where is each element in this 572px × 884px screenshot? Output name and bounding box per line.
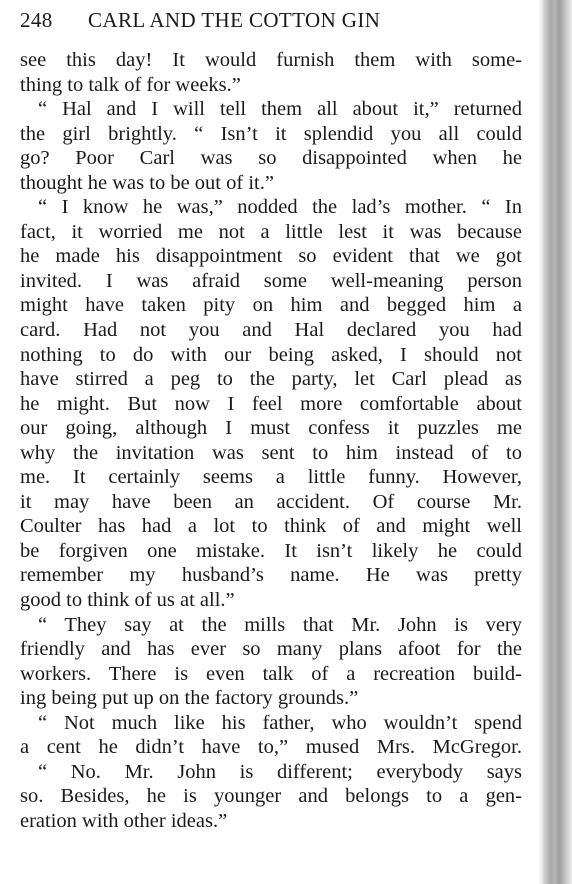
page-number: 248 [20, 8, 53, 32]
text-line: he made his disappointment so evident that we got [20, 245, 522, 268]
text-line: our going, although I must confess it puzzles me [20, 417, 522, 440]
text-line: thought he was to be out of it.” [20, 171, 274, 194]
text-line: thing to talk of for weeks.” [20, 73, 241, 96]
text-line: card. Had not you and Hal declared you had [20, 319, 522, 342]
page-body-text [20, 48, 522, 834]
text-line: “ I know he was,” nodded the lad’s mother. “ In [38, 196, 522, 219]
text-line: be forgiven one mistake. It isn’t likely he could [20, 539, 522, 562]
text-line: a cent he didn’t have to,” mused Mrs. McGregor. [20, 736, 522, 759]
text-line: “ Hal and I will tell them all about it,” returned [38, 98, 522, 121]
text-line: why the invitation was sent to him instead of to [20, 441, 522, 464]
text-line: good to think of us at all.” [20, 589, 235, 612]
text-line: remember my husband’s name. He was pretty [20, 564, 522, 587]
text-line: he might. But now I feel more comfortable about [20, 392, 522, 415]
text-line: Coulter has had a lot to think of and might well [20, 515, 522, 538]
text-line: “ Not much like his father, who wouldn’t spend [38, 711, 522, 734]
running-title: CARL AND THE COTTON GIN [88, 8, 381, 32]
text-line: nothing to do with our being asked, I should not [20, 343, 522, 366]
text-line: see this day! It would furnish them with some- [20, 49, 522, 71]
text-line: might have taken pity on him and begged him a [20, 294, 522, 317]
text-line: fact, it worried me not a little lest it was because [20, 220, 522, 243]
text-line: have stirred a peg to the party, let Carl plead as [20, 368, 522, 391]
page-header [20, 8, 520, 36]
page-gutter-line [544, 0, 547, 884]
text-line: me. It certainly seems a little funny. However, [20, 466, 522, 489]
text-line: workers. There is even talk of a recreation build- [20, 662, 522, 685]
text-line: “ No. Mr. John is different; everybody says [38, 760, 522, 783]
text-line: friendly and has ever so many plans afoot for the [20, 638, 522, 661]
text-line: it may have been an accident. Of course Mr. [20, 490, 522, 513]
text-line: “ They say at the mills that Mr. John is very [38, 613, 522, 636]
text-line: so. Besides, he is younger and belongs to a gen- [20, 785, 522, 808]
text-line: the girl brightly. “ Isn’t it splendid you all could [20, 122, 522, 145]
text-line: eration with other ideas.” [20, 809, 228, 832]
text-line: go? Poor Carl was so disappointed when he [20, 147, 522, 170]
text-line: ing being put up on the factory grounds.” [20, 687, 359, 710]
text-line: invited. I was afraid some well-meaning person [20, 269, 522, 292]
